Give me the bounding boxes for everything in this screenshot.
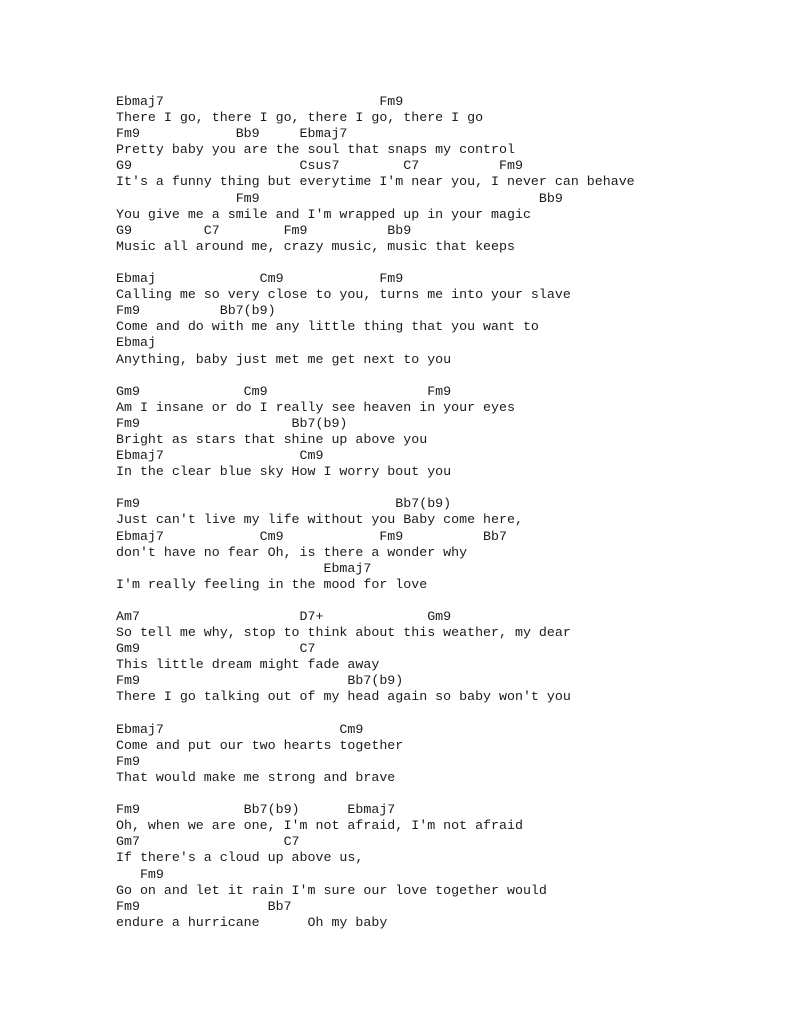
lyric-line: endure a hurricane Oh my baby bbox=[116, 914, 388, 930]
lyric-line: That would make me strong and brave bbox=[116, 769, 396, 785]
lyric-line: This little dream might fade away bbox=[116, 657, 380, 673]
chord-line: Fm9 Bb9 Ebmaj7 bbox=[116, 126, 348, 142]
chord-line: Fm9 Bb7(b9) bbox=[116, 415, 348, 431]
lyric-line: Come and put our two hearts together bbox=[116, 737, 404, 753]
chord-line: Fm9 Bb9 bbox=[116, 190, 563, 206]
chord-line: Fm9 bbox=[116, 753, 140, 769]
chord-sheet bbox=[116, 94, 776, 931]
stanza-1 bbox=[116, 94, 776, 255]
lyric-line: I'm really feeling in the mood for love bbox=[116, 576, 428, 592]
lyric-line: In the clear blue sky How I worry bout you bbox=[116, 464, 452, 480]
stanza-3 bbox=[116, 384, 776, 481]
stanza-gap bbox=[116, 368, 776, 384]
stanza-gap bbox=[116, 480, 776, 496]
stanza-2 bbox=[116, 271, 776, 368]
chord-line: Ebmaj7 bbox=[116, 560, 372, 576]
chord-line: Fm9 Bb7(b9) bbox=[116, 496, 452, 512]
chord-line: Ebmaj Cm9 Fm9 bbox=[116, 271, 404, 287]
chord-line: Ebmaj7 Fm9 bbox=[116, 94, 404, 109]
chord-line: Fm9 Bb7(b9) Ebmaj7 bbox=[116, 802, 396, 818]
lyric-line: There I go talking out of my head again so baby won't you bbox=[116, 689, 571, 705]
lyric-line: There I go, there I go, there I go, there I go bbox=[116, 110, 484, 126]
lyric-line: don't have no fear Oh, is there a wonder why bbox=[116, 544, 468, 560]
chord-line: Fm9 Bb7(b9) bbox=[116, 673, 404, 689]
chord-line: Ebmaj7 Cm9 Fm9 Bb7 bbox=[116, 528, 507, 544]
lyric-line: Anything, baby just met me get next to you bbox=[116, 351, 452, 367]
chord-line: Ebmaj7 Cm9 bbox=[116, 721, 364, 737]
lyric-line: Come and do with me any little thing that you want to bbox=[116, 319, 539, 335]
lyric-line: Pretty baby you are the soul that snaps my control bbox=[116, 142, 515, 158]
lyric-line: Just can't live my life without you Baby come here, bbox=[116, 512, 523, 528]
stanza-gap bbox=[116, 786, 776, 802]
lyric-line: Calling me so very close to you, turns me into your slave bbox=[116, 287, 571, 303]
lyric-line: Oh, when we are one, I'm not afraid, I'm not afraid bbox=[116, 818, 523, 834]
lyric-line: So tell me why, stop to think about this weather, my dear bbox=[116, 625, 571, 641]
stanza-gap bbox=[116, 255, 776, 271]
stanza-4 bbox=[116, 496, 776, 593]
stanza-gap bbox=[116, 706, 776, 722]
stanza-5 bbox=[116, 609, 776, 706]
chord-line: Am7 D7+ Gm9 bbox=[116, 609, 452, 624]
stanza-7 bbox=[116, 802, 776, 931]
lyric-line: It's a funny thing but everytime I'm near you, I never can behave bbox=[116, 174, 635, 190]
lyric-line: Go on and let it rain I'm sure our love together would bbox=[116, 882, 547, 898]
chord-line: G9 Csus7 C7 Fm9 bbox=[116, 158, 523, 174]
chord-line: Fm9 Bb7(b9) bbox=[116, 303, 276, 319]
chord-line: Ebmaj7 Cm9 bbox=[116, 448, 324, 464]
stanza-gap bbox=[116, 593, 776, 609]
lyric-line: Am I insane or do I really see heaven in your eyes bbox=[116, 399, 515, 415]
lyric-line: Bright as stars that shine up above you bbox=[116, 431, 428, 447]
chord-line: G9 C7 Fm9 Bb9 bbox=[116, 222, 412, 238]
lyric-line: If there's a cloud up above us, bbox=[116, 850, 364, 866]
chord-line: Gm9 C7 bbox=[116, 641, 316, 657]
lyric-line: You give me a smile and I'm wrapped up in your magic bbox=[116, 206, 531, 222]
stanza-6 bbox=[116, 722, 776, 786]
chord-line: Gm7 C7 bbox=[116, 834, 300, 850]
lyric-line: Music all around me, crazy music, music that keeps bbox=[116, 238, 515, 254]
chord-line: Fm9 Bb7 bbox=[116, 898, 292, 914]
chord-line: Ebmaj bbox=[116, 335, 156, 351]
chord-line: Gm9 Cm9 Fm9 bbox=[116, 383, 452, 399]
chord-line: Fm9 bbox=[116, 866, 164, 882]
